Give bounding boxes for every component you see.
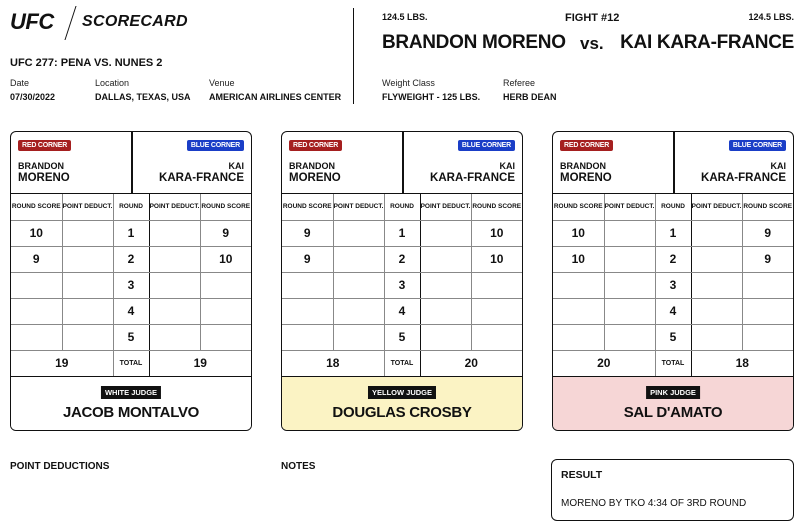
col-blue-point-deduct: POINT DEDUCT. (149, 194, 200, 220)
date-label: Date (10, 78, 30, 88)
col-red-point-deduct: POINT DEDUCT. (604, 194, 655, 220)
red-round-score: 10 (11, 220, 62, 246)
round-number: 1 (655, 220, 691, 246)
blue-point-deduction (149, 298, 200, 324)
blue-corner-badge: BLUE CORNER (729, 140, 786, 151)
red-point-deduction (604, 324, 655, 350)
red-round-score (553, 298, 604, 324)
blue-point-deduction (149, 246, 200, 272)
judge-name: JACOB MONTALVO (62, 404, 200, 421)
blue-round-score: 10 (471, 220, 522, 246)
blue-corner-badge: BLUE CORNER (458, 140, 515, 151)
card-header (282, 132, 522, 194)
blue-total: 18 (691, 350, 793, 376)
blue-fighter-last: KARA-FRANCE (430, 172, 515, 184)
blue-point-deduction (420, 272, 471, 298)
weight-class-label: Weight Class (382, 78, 435, 88)
red-total: 19 (11, 350, 113, 376)
col-red-round-score: ROUND SCORE (553, 194, 604, 220)
blue-round-score (200, 298, 251, 324)
red-total: 20 (553, 350, 655, 376)
location-value: DALLAS, TEXAS, USA (95, 92, 191, 102)
round-number: 5 (384, 324, 420, 350)
judge-card (552, 131, 794, 431)
col-red-round-score: ROUND SCORE (11, 194, 62, 220)
judge-section (282, 377, 522, 431)
location-label: Location (95, 78, 130, 88)
blue-point-deduction (691, 298, 742, 324)
round-number: 1 (113, 220, 149, 246)
round-number: 5 (655, 324, 691, 350)
header-divider (131, 132, 133, 194)
total-row (553, 350, 793, 376)
judge-card (10, 131, 252, 431)
blue-fighter-last: KARA-FRANCE (159, 172, 244, 184)
result-text: MORENO BY TKO 4:34 OF 3RD ROUND (561, 498, 747, 509)
red-point-deduction (333, 272, 384, 298)
round-number: 3 (384, 272, 420, 298)
red-point-deduction (333, 246, 384, 272)
col-round: ROUND (384, 194, 420, 220)
red-point-deduction (604, 272, 655, 298)
round-row (553, 220, 793, 246)
blue-corner-badge: BLUE CORNER (187, 140, 244, 151)
col-blue-point-deduct: POINT DEDUCT. (420, 194, 471, 220)
ufc-logo: UFC (10, 9, 54, 34)
blue-round-score (742, 324, 793, 350)
referee-value: HERB DEAN (503, 92, 557, 102)
blue-point-deduction (691, 246, 742, 272)
red-corner-badge: RED CORNER (560, 140, 613, 151)
red-fighter-name (18, 160, 70, 184)
round-row (553, 298, 793, 324)
total-label: TOTAL (384, 350, 420, 376)
round-row (282, 220, 522, 246)
blue-point-deduction (420, 246, 471, 272)
blue-fighter-first: KAI (770, 161, 786, 171)
judge-color-badge: PINK JUDGE (646, 386, 700, 399)
blue-point-deduction (149, 220, 200, 246)
col-blue-round-score: ROUND SCORE (471, 194, 522, 220)
blue-fighter-name (430, 160, 515, 184)
judge-name: SAL D'AMATO (623, 404, 723, 421)
red-point-deduction (333, 324, 384, 350)
blue-round-score (200, 272, 251, 298)
col-round: ROUND (655, 194, 691, 220)
judge-color-badge: YELLOW JUDGE (368, 386, 436, 399)
venue-label: Venue (209, 78, 235, 88)
weight-right: 124.5 LBS. (748, 12, 794, 22)
total-row (282, 350, 522, 376)
red-round-score (11, 324, 62, 350)
blue-round-score (471, 324, 522, 350)
round-row (282, 246, 522, 272)
score-table-header (11, 194, 251, 220)
col-red-point-deduct: POINT DEDUCT. (333, 194, 384, 220)
round-number: 1 (384, 220, 420, 246)
round-number: 2 (384, 246, 420, 272)
scorecard-title: SCORECARD (82, 13, 188, 30)
blue-point-deduction (149, 272, 200, 298)
judge-name: DOUGLAS CROSBY (332, 404, 472, 421)
round-row (282, 272, 522, 298)
red-fighter-first: BRANDON (560, 161, 606, 171)
round-number: 5 (113, 324, 149, 350)
red-point-deduction (62, 298, 113, 324)
red-round-score (11, 298, 62, 324)
red-fighter-last: MORENO (289, 172, 341, 184)
point-deductions-heading: POINT DEDUCTIONS (10, 461, 110, 472)
red-round-score (553, 324, 604, 350)
red-round-score: 10 (553, 220, 604, 246)
round-number: 4 (113, 298, 149, 324)
round-row (11, 220, 251, 246)
blue-fighter-first: KAI (228, 161, 244, 171)
fighter-left-name: BRANDON MORENO (382, 32, 566, 53)
red-total: 18 (282, 350, 384, 376)
col-blue-point-deduct: POINT DEDUCT. (691, 194, 742, 220)
red-round-score: 9 (282, 246, 333, 272)
red-round-score (282, 298, 333, 324)
round-row (11, 298, 251, 324)
fight-number: FIGHT #12 (565, 12, 620, 24)
card-header (11, 132, 251, 194)
round-row (11, 272, 251, 298)
score-table (553, 194, 793, 377)
col-blue-round-score: ROUND SCORE (742, 194, 793, 220)
weight-class-value: FLYWEIGHT - 125 LBS. (382, 92, 481, 102)
red-round-score (553, 272, 604, 298)
fighter-right-name: KAI KARA-FRANCE (620, 32, 794, 53)
logo-divider (64, 6, 76, 40)
red-round-score (282, 272, 333, 298)
blue-point-deduction (420, 298, 471, 324)
judge-color-badge: WHITE JUDGE (101, 386, 161, 399)
red-fighter-name (289, 160, 341, 184)
red-round-score (282, 324, 333, 350)
red-fighter-first: BRANDON (289, 161, 335, 171)
round-row (282, 324, 522, 350)
round-row (11, 246, 251, 272)
result-heading: RESULT (561, 469, 603, 481)
red-point-deduction (604, 220, 655, 246)
round-number: 2 (655, 246, 691, 272)
weight-left: 124.5 LBS. (382, 12, 428, 22)
blue-fighter-first: KAI (499, 161, 515, 171)
red-round-score: 9 (11, 246, 62, 272)
blue-round-score: 9 (742, 220, 793, 246)
col-red-round-score: ROUND SCORE (282, 194, 333, 220)
blue-point-deduction (149, 324, 200, 350)
result-box (551, 459, 794, 521)
round-number: 3 (655, 272, 691, 298)
blue-round-score (742, 298, 793, 324)
round-row (11, 324, 251, 350)
red-point-deduction (62, 220, 113, 246)
round-row (553, 324, 793, 350)
blue-point-deduction (420, 324, 471, 350)
red-point-deduction (333, 298, 384, 324)
card-header (553, 132, 793, 194)
red-round-score: 10 (553, 246, 604, 272)
blue-fighter-last: KARA-FRANCE (701, 172, 786, 184)
col-round: ROUND (113, 194, 149, 220)
red-corner-badge: RED CORNER (18, 140, 71, 151)
score-table-header (553, 194, 793, 220)
judge-card (281, 131, 523, 431)
round-row (553, 272, 793, 298)
blue-total: 20 (420, 350, 522, 376)
header-divider (673, 132, 675, 194)
blue-point-deduction (420, 220, 471, 246)
blue-point-deduction (691, 272, 742, 298)
notes-heading: NOTES (281, 461, 316, 472)
blue-fighter-name (159, 160, 244, 184)
red-round-score: 9 (282, 220, 333, 246)
blue-round-score: 9 (742, 246, 793, 272)
score-table (282, 194, 522, 377)
blue-round-score: 9 (200, 220, 251, 246)
round-number: 4 (655, 298, 691, 324)
blue-round-score: 10 (200, 246, 251, 272)
red-point-deduction (62, 246, 113, 272)
header-divider (353, 8, 354, 104)
blue-point-deduction (691, 324, 742, 350)
round-row (553, 246, 793, 272)
red-point-deduction (62, 272, 113, 298)
blue-round-score (200, 324, 251, 350)
col-red-point-deduct: POINT DEDUCT. (62, 194, 113, 220)
blue-round-score (471, 298, 522, 324)
red-point-deduction (62, 324, 113, 350)
header-divider (402, 132, 404, 194)
blue-point-deduction (691, 220, 742, 246)
red-point-deduction (604, 246, 655, 272)
total-label: TOTAL (655, 350, 691, 376)
round-number: 3 (113, 272, 149, 298)
red-fighter-name (560, 160, 612, 184)
total-row (11, 350, 251, 376)
red-fighter-first: BRANDON (18, 161, 64, 171)
venue-value: AMERICAN AIRLINES CENTER (209, 92, 342, 102)
col-blue-round-score: ROUND SCORE (200, 194, 251, 220)
blue-fighter-name (701, 160, 786, 184)
blue-total: 19 (149, 350, 251, 376)
red-round-score (11, 272, 62, 298)
event-name: UFC 277: PENA VS. NUNES 2 (10, 57, 163, 69)
blue-round-score (742, 272, 793, 298)
judge-section (11, 377, 251, 431)
score-table (11, 194, 251, 377)
blue-round-score: 10 (471, 246, 522, 272)
red-fighter-last: MORENO (18, 172, 70, 184)
round-row (282, 298, 522, 324)
judge-section (553, 377, 793, 431)
date-value: 07/30/2022 (10, 92, 56, 102)
red-point-deduction (604, 298, 655, 324)
red-fighter-last: MORENO (560, 172, 612, 184)
blue-round-score (471, 272, 522, 298)
vs-text: vs. (580, 34, 604, 53)
referee-label: Referee (503, 78, 536, 88)
total-label: TOTAL (113, 350, 149, 376)
score-table-header (282, 194, 522, 220)
round-number: 4 (384, 298, 420, 324)
round-number: 2 (113, 246, 149, 272)
red-point-deduction (333, 220, 384, 246)
red-corner-badge: RED CORNER (289, 140, 342, 151)
